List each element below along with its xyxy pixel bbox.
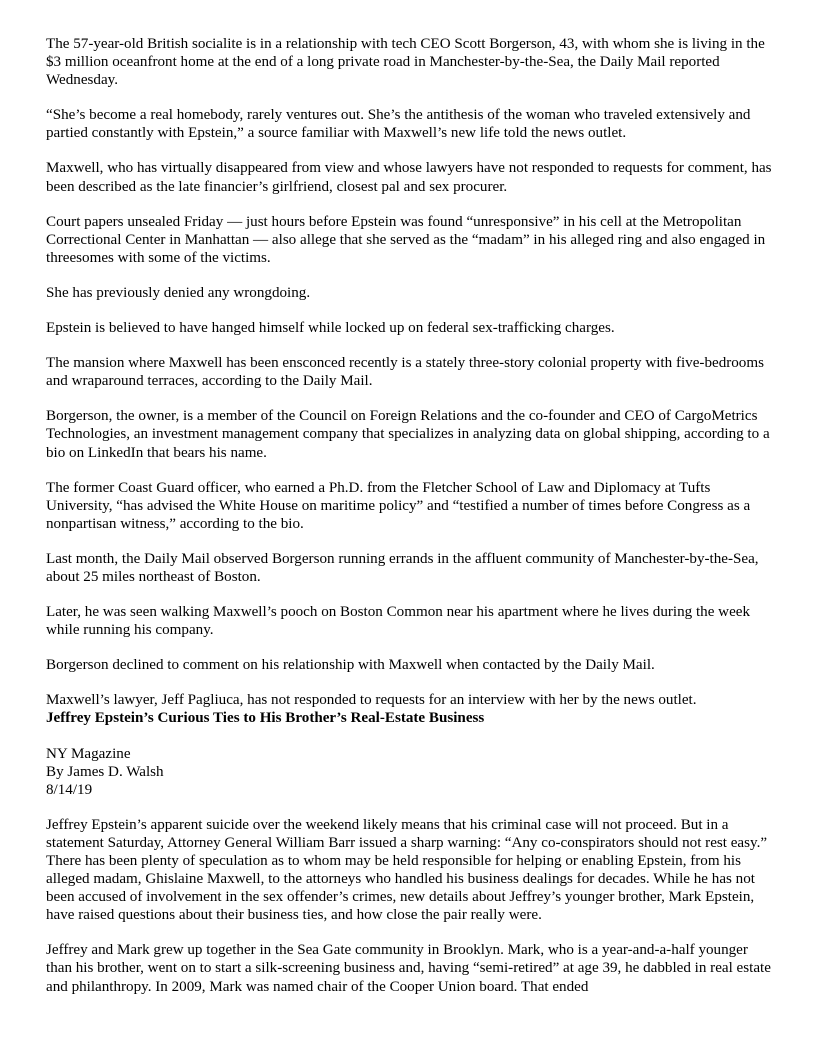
article1-paragraph-11: Later, he was seen walking Maxwell’s pooch on Boston Common near his apartment where he lives during the week while running his company. <box>46 604 751 639</box>
article1-paragraph-4: Court papers unsealed Friday — just hours before Epstein was found “unresponsive” in his cell at the Metropolitan Correctional Center in Manhattan — also allege that she served as the “madam” in his alleged ring and also engaged in threesomes with some of the victims. <box>46 213 766 266</box>
article1-paragraph-9: The former Coast Guard officer, who earned a Ph.D. from the Fletcher School of Law and Diplomacy at Tufts University, “has advised the White House on maritime policy” and “testified a number of times before Congress as a nonpartisan witness,” according to the bio. <box>46 479 751 532</box>
article2-byline: By James D. Walsh <box>46 763 164 780</box>
article2-paragraph-1: Jeffrey Epstein’s apparent suicide over the weekend likely means that his criminal case will not proceed. But in a statement Saturday, Attorney General William Barr issued a sharp warning: “Any co-conspirators should not rest easy.” There has been plenty of speculation as to whom may be held responsible for helping or enabling Epstein, from his alleged madam, Ghislaine Maxwell, to the attorneys who handled his business dealings for decades. While he has not been accused of involvement in the sex offender’s crimes, new details about Jeffrey’s younger brother, Mark Epstein, have raised questions about their business ties, and how close the pair really were. <box>46 816 768 924</box>
article2-date: 8/14/19 <box>46 781 93 798</box>
article1-paragraph-12: Borgerson declined to comment on his relationship with Maxwell when contacted by the Daily Mail. <box>46 657 655 674</box>
article1-paragraph-7: The mansion where Maxwell has been ensconced recently is a stately three-story colonial property with five-bedrooms and wraparound terraces, according to the Daily Mail. <box>46 355 764 390</box>
article1-paragraph-13: Maxwell’s lawyer, Jeff Pagliuca, has not responded to requests for an interview with her by the news outlet. <box>46 692 697 709</box>
article2-paragraph-2: Jeffrey and Mark grew up together in the Sea Gate community in Brooklyn. Mark, who is a year-and-a-half younger than his brother, went on to start a silk-screening business and, having “semi-retired” at age 39, he dabbled in real estate and philanthropy. In 2009, Mark was named chair of the Cooper Union board. That ended <box>46 942 771 995</box>
article2-headline: Jeffrey Epstein’s Curious Ties to His Brother’s Real-Estate Business <box>46 710 485 727</box>
article2-publication: NY Magazine <box>46 745 131 762</box>
article1-paragraph-2: “She’s become a real homebody, rarely ventures out. She’s the antithesis of the woman who traveled extensively and partied constantly with Epstein,” a source familiar with Maxwell’s new life told the news outlet. <box>46 107 751 142</box>
article1-paragraph-10: Last month, the Daily Mail observed Borgerson running errands in the affluent community of Manchester-by-the-Sea, about 25 miles northeast of Boston. <box>46 550 759 585</box>
article1-paragraph-8: Borgerson, the owner, is a member of the Council on Foreign Relations and the co-founder and CEO of CargoMetrics Technologies, an investment management company that specializes in analyzing data on global shipping, according to a bio on LinkedIn that bears his name. <box>46 408 770 461</box>
article1-paragraph-3: Maxwell, who has virtually disappeared from view and whose lawyers have not responded to requests for comment, has been described as the late financier’s girlfriend, closest pal and sex procurer. <box>46 160 772 195</box>
article1-paragraph-1: The 57-year-old British socialite is in a relationship with tech CEO Scott Borgerson, 43, with whom she is living in the $3 million oceanfront home at the end of a long private road in Manchester-by-the-Sea, the Daily Mail reported Wednesday. <box>46 36 765 89</box>
article1-paragraph-5: She has previously denied any wrongdoing. <box>46 284 311 301</box>
article2-meta <box>46 745 772 799</box>
document-page <box>46 35 772 1013</box>
article1-paragraph-6: Epstein is believed to have hanged himself while locked up on federal sex-trafficking charges. <box>46 320 615 337</box>
